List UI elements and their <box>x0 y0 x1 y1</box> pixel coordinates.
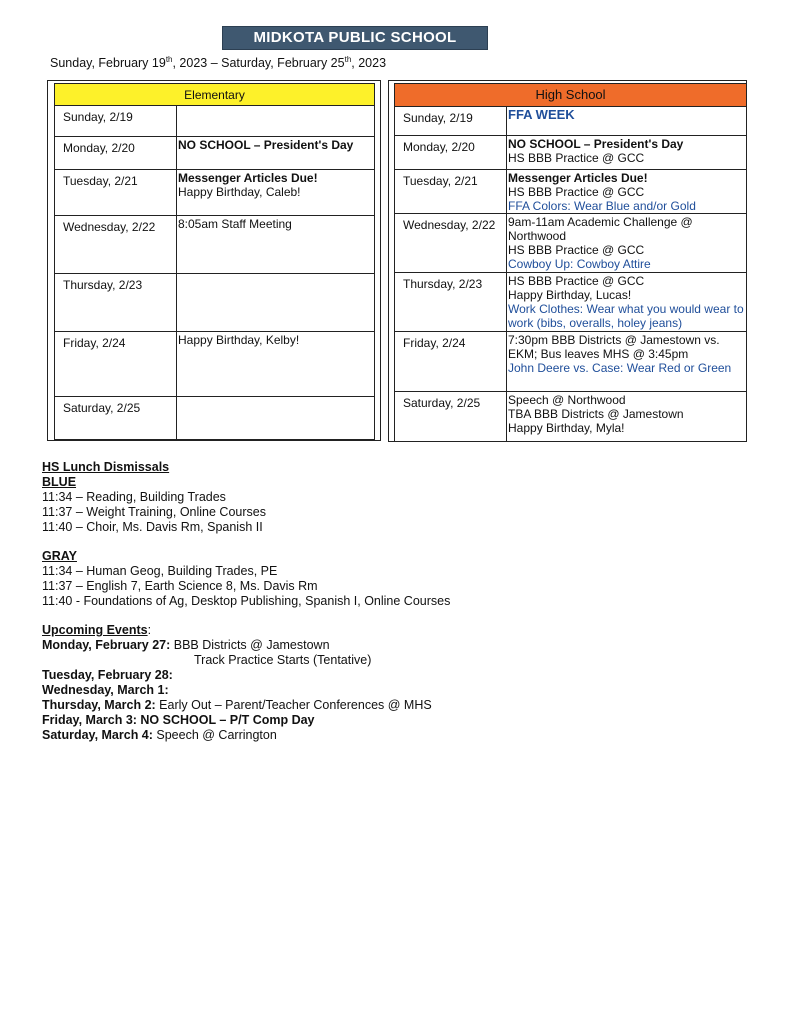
highschool-row <box>395 273 747 332</box>
event-item: Monday, February 27: BBB Districts @ Jamestown <box>42 638 330 652</box>
elementary-day-cell: Sunday, 2/19 <box>55 106 177 137</box>
events-title-row: Upcoming Events: <box>42 623 152 637</box>
elementary-day-cell: Monday, 2/20 <box>55 137 177 170</box>
event-item: Saturday, March 4: Speech @ Carrington <box>42 728 277 742</box>
highschool-row <box>395 170 747 214</box>
event-item: Track Practice Starts (Tentative) <box>194 653 372 667</box>
elementary-schedule-table <box>54 83 375 440</box>
gray-line: 11:34 – Human Geog, Building Trades, PE <box>42 564 278 578</box>
elementary-row <box>55 137 375 170</box>
highschool-event-line: 9am-11am Academic Challenge @ Northwood <box>508 215 693 243</box>
elementary-day-cell: Wednesday, 2/22 <box>55 216 177 274</box>
elementary-row <box>55 216 375 274</box>
highschool-event-line: 7:30pm BBB Districts @ Jamestown vs. EKM; Bus leaves MHS @ 3:45pm <box>508 333 720 361</box>
elementary-event-cell <box>177 106 375 137</box>
event-item: Friday, March 3: NO SCHOOL – P/T Comp Day <box>42 713 315 727</box>
blue-line: 11:37 – Weight Training, Online Courses <box>42 505 266 519</box>
elementary-event-line: NO SCHOOL – President's Day <box>178 138 354 152</box>
highschool-schedule-table <box>394 83 747 442</box>
elementary-day-cell: Saturday, 2/25 <box>55 397 177 440</box>
highschool-row <box>395 332 747 392</box>
highschool-day-cell: Sunday, 2/19 <box>395 107 507 136</box>
highschool-day-cell: Thursday, 2/23 <box>395 273 507 332</box>
lunch-title: HS Lunch Dismissals <box>42 460 170 474</box>
event-item: Tuesday, February 28: <box>42 668 173 682</box>
highschool-event-cell <box>507 273 747 332</box>
highschool-day-cell: Monday, 2/20 <box>395 136 507 170</box>
elementary-event-cell <box>177 274 375 332</box>
highschool-event-cell <box>507 392 747 442</box>
highschool-event-line: TBA BBB Districts @ Jamestown <box>508 407 684 421</box>
lower-section <box>42 460 742 743</box>
gray-line: 11:37 – English 7, Earth Science 8, Ms. Davis Rm <box>42 579 318 593</box>
highschool-event-line: FFA Colors: Wear Blue and/or Gold <box>508 199 696 213</box>
elementary-row <box>55 332 375 397</box>
elementary-event-cell <box>177 137 375 170</box>
highschool-event-line: Messenger Articles Due! <box>508 171 648 185</box>
blue-line: 11:40 – Choir, Ms. Davis Rm, Spanish II <box>42 520 263 534</box>
highschool-event-line: HS BBB Practice @ GCC <box>508 185 645 199</box>
highschool-event-line: FFA WEEK <box>508 107 575 122</box>
highschool-event-cell <box>507 107 747 136</box>
elementary-event-line: Happy Birthday, Kelby! <box>178 333 300 347</box>
elementary-day-cell: Thursday, 2/23 <box>55 274 177 332</box>
blue-title: BLUE <box>42 475 77 489</box>
highschool-event-line: Happy Birthday, Lucas! <box>508 288 632 302</box>
school-title: MIDKOTA PUBLIC SCHOOL <box>222 26 488 50</box>
elementary-event-cell <box>177 216 375 274</box>
event-item: Wednesday, March 1: <box>42 683 169 697</box>
highschool-event-line: John Deere vs. Case: Wear Red or Green <box>508 361 732 375</box>
highschool-day-cell: Wednesday, 2/22 <box>395 214 507 273</box>
highschool-event-line: Speech @ Northwood <box>508 393 626 407</box>
events-title: Upcoming Events <box>42 623 148 637</box>
elementary-event-line: Happy Birthday, Caleb! <box>178 185 301 199</box>
highschool-event-cell <box>507 170 747 214</box>
highschool-row <box>395 107 747 136</box>
highschool-event-cell <box>507 332 747 392</box>
elementary-row <box>55 106 375 137</box>
gray-line: 11:40 - Foundations of Ag, Desktop Publishing, Spanish I, Online Courses <box>42 594 451 608</box>
elementary-event-line: Messenger Articles Due! <box>178 171 318 185</box>
elementary-row <box>55 170 375 216</box>
highschool-day-cell: Tuesday, 2/21 <box>395 170 507 214</box>
highschool-event-line: NO SCHOOL – President's Day <box>508 137 684 151</box>
elementary-day-cell: Friday, 2/24 <box>55 332 177 397</box>
elementary-event-cell <box>177 332 375 397</box>
elementary-header: Elementary <box>55 84 375 106</box>
highschool-event-cell <box>507 214 747 273</box>
elementary-day-cell: Tuesday, 2/21 <box>55 170 177 216</box>
highschool-event-line: HS BBB Practice @ GCC <box>508 151 645 165</box>
event-item: Thursday, March 2: Early Out – Parent/Teacher Conferences @ MHS <box>42 698 432 712</box>
blue-line: 11:34 – Reading, Building Trades <box>42 490 226 504</box>
highschool-event-cell <box>507 136 747 170</box>
highschool-day-cell: Saturday, 2/25 <box>395 392 507 442</box>
highschool-row <box>395 136 747 170</box>
highschool-day-cell: Friday, 2/24 <box>395 332 507 392</box>
highschool-row <box>395 392 747 442</box>
highschool-event-line: HS BBB Practice @ GCC <box>508 243 645 257</box>
highschool-row <box>395 214 747 273</box>
elementary-event-line: 8:05am Staff Meeting <box>178 217 292 231</box>
date-range: Sunday, February 19th, 2023 – Saturday, February 25th, 2023 <box>50 55 387 71</box>
highschool-event-line: Cowboy Up: Cowboy Attire <box>508 257 651 271</box>
highschool-event-line: HS BBB Practice @ GCC <box>508 274 645 288</box>
gray-title: GRAY <box>42 549 77 563</box>
elementary-event-cell <box>177 170 375 216</box>
highschool-header: High School <box>395 84 747 107</box>
highschool-event-line: Work Clothes: Wear what you would wear to work (bibs, overalls, holey jeans) <box>508 302 744 330</box>
elementary-row <box>55 397 375 440</box>
elementary-row <box>55 274 375 332</box>
highschool-event-line: Happy Birthday, Myla! <box>508 421 625 435</box>
elementary-event-cell <box>177 397 375 440</box>
